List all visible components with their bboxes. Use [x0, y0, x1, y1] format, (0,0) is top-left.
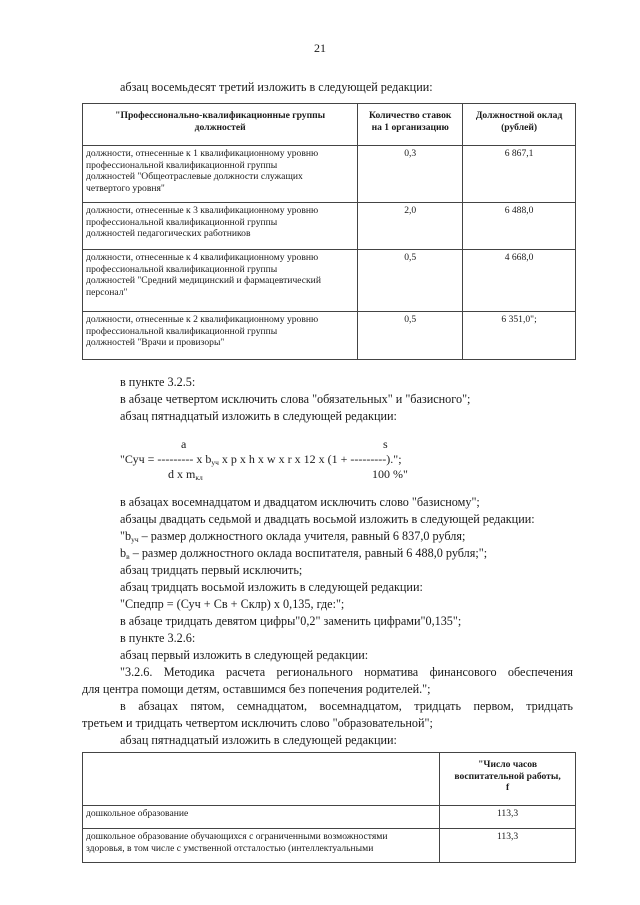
formula-denominator-d: d x $m_{кл}$: [168, 467, 203, 482]
header-salary: Должностной оклад (рублей): [463, 104, 576, 146]
table-row: [83, 829, 576, 863]
education-type-cell: дошкольное образование: [83, 806, 440, 829]
table-row: [83, 806, 576, 829]
salary-cell: 6 488,0: [463, 203, 576, 250]
hours-table: [82, 752, 576, 863]
salary-cell: 4 668,0: [463, 250, 576, 312]
paragraph-line: абзац тридцать первый исключить;: [120, 563, 303, 577]
formula-numerator-a: a: [181, 437, 187, 451]
paragraph-line: абзац пятнадцатый изложить в следующей редакции:: [120, 409, 397, 423]
table-row: [83, 250, 576, 312]
table-row: [83, 203, 576, 250]
paragraph-line: "Спедпр = (Суч + Св + Склр) x 0,135, где:";: [120, 597, 345, 611]
salary-cell: 6 867,1: [463, 146, 576, 203]
paragraph-line: в абзацах восемнадцатом и двадцатом исключить слово "базисному";: [120, 495, 480, 509]
header-hours: "Число часов воспитательной работы, f: [440, 753, 576, 806]
paragraph-line: для центра помощи детям, оставшимся без попечения родителей.";: [82, 682, 431, 696]
table-header-row: [83, 753, 576, 806]
position-cell: должности, отнесенные к 3 квалификационному уровню профессиональной квалификационной группы должностей педагогических работников: [83, 203, 358, 250]
paragraph-line: третьем и тридцать четвертом исключить слово "образовательной";: [82, 716, 433, 730]
table-row: [83, 312, 576, 360]
formula-main-line: "Суч = --------- x $b_{уч}$ x p x h x w x r x 12 x (1 + ---------).";: [120, 452, 402, 467]
hours-cell: 113,3: [440, 829, 576, 863]
paragraph-line: абзац тридцать восьмой изложить в следующей редакции:: [120, 580, 423, 594]
salary-cell: 6 351,0";: [463, 312, 576, 360]
paragraph-line: абзацы двадцать седьмой и двадцать восьмой изложить в следующей редакции:: [120, 512, 535, 526]
table-row: [83, 146, 576, 203]
position-cell: должности, отнесенные к 2 квалификационному уровню профессиональной квалификационной группы должностей "Врачи и провизоры": [83, 312, 358, 360]
paragraph-line: в абзаце тридцать девятом цифры"0,2" заменить цифрами"0,135";: [120, 614, 462, 628]
paragraph-line: в пункте 3.2.6:: [120, 631, 196, 645]
rate-cell: 0,3: [358, 146, 463, 203]
header-rate: Количество ставок на 1 организацию: [358, 104, 463, 146]
paragraph-line: в пункте 3.2.5:: [120, 375, 196, 389]
b-v-definition: $b_в$ – размер должностного оклада воспитателя, равный 6 488,0 рубля;";: [120, 546, 488, 561]
paragraph-line: в абзацах пятом, семнадцатом, восемнадцатом, тридцать первом, тридцать: [120, 699, 573, 713]
formula-denominator-100: 100 %": [372, 467, 408, 481]
header-empty: [83, 753, 440, 806]
paragraph-line: абзац первый изложить в следующей редакции:: [120, 648, 369, 662]
page-number: 21: [314, 41, 326, 55]
rate-cell: 2,0: [358, 203, 463, 250]
paragraph-line: абзац пятнадцатый изложить в следующей редакции:: [120, 733, 397, 747]
formula-numerator-s: s: [383, 437, 388, 451]
position-cell: должности, отнесенные к 1 квалификационному уровню профессиональной квалификационной группы должностей "Общеотраслевые должности служащих четвертого уровня": [83, 146, 358, 203]
table-header-row: [83, 104, 576, 146]
hours-cell: 113,3: [440, 806, 576, 829]
rate-cell: 0,5: [358, 250, 463, 312]
header-groups: "Профессионально-квалификационные группы должностей: [83, 104, 358, 146]
paragraph-line: "3.2.6. Методика расчета регионального норматива финансового обеспечения: [120, 665, 573, 679]
rate-cell: 0,5: [358, 312, 463, 360]
education-type-cell: дошкольное образование обучающихся с ограниченными возможностями здоровья, в том числе с умственной отсталостью (интеллектуальными: [83, 829, 440, 863]
intro-paragraph: абзац восемьдесят третий изложить в следующей редакции:: [120, 80, 433, 94]
position-cell: должности, отнесенные к 4 квалификационному уровню профессиональной квалификационной группы должностей "Средний медицинский и фармацевтический персонал": [83, 250, 358, 312]
paragraph-line: в абзаце четвертом исключить слова "обязательных" и "базисного";: [120, 392, 471, 406]
positions-table: [82, 103, 576, 360]
b-uch-definition: "$b_{уч}$ – размер должностного оклада учителя, равный 6 837,0 рубля;: [120, 529, 466, 544]
